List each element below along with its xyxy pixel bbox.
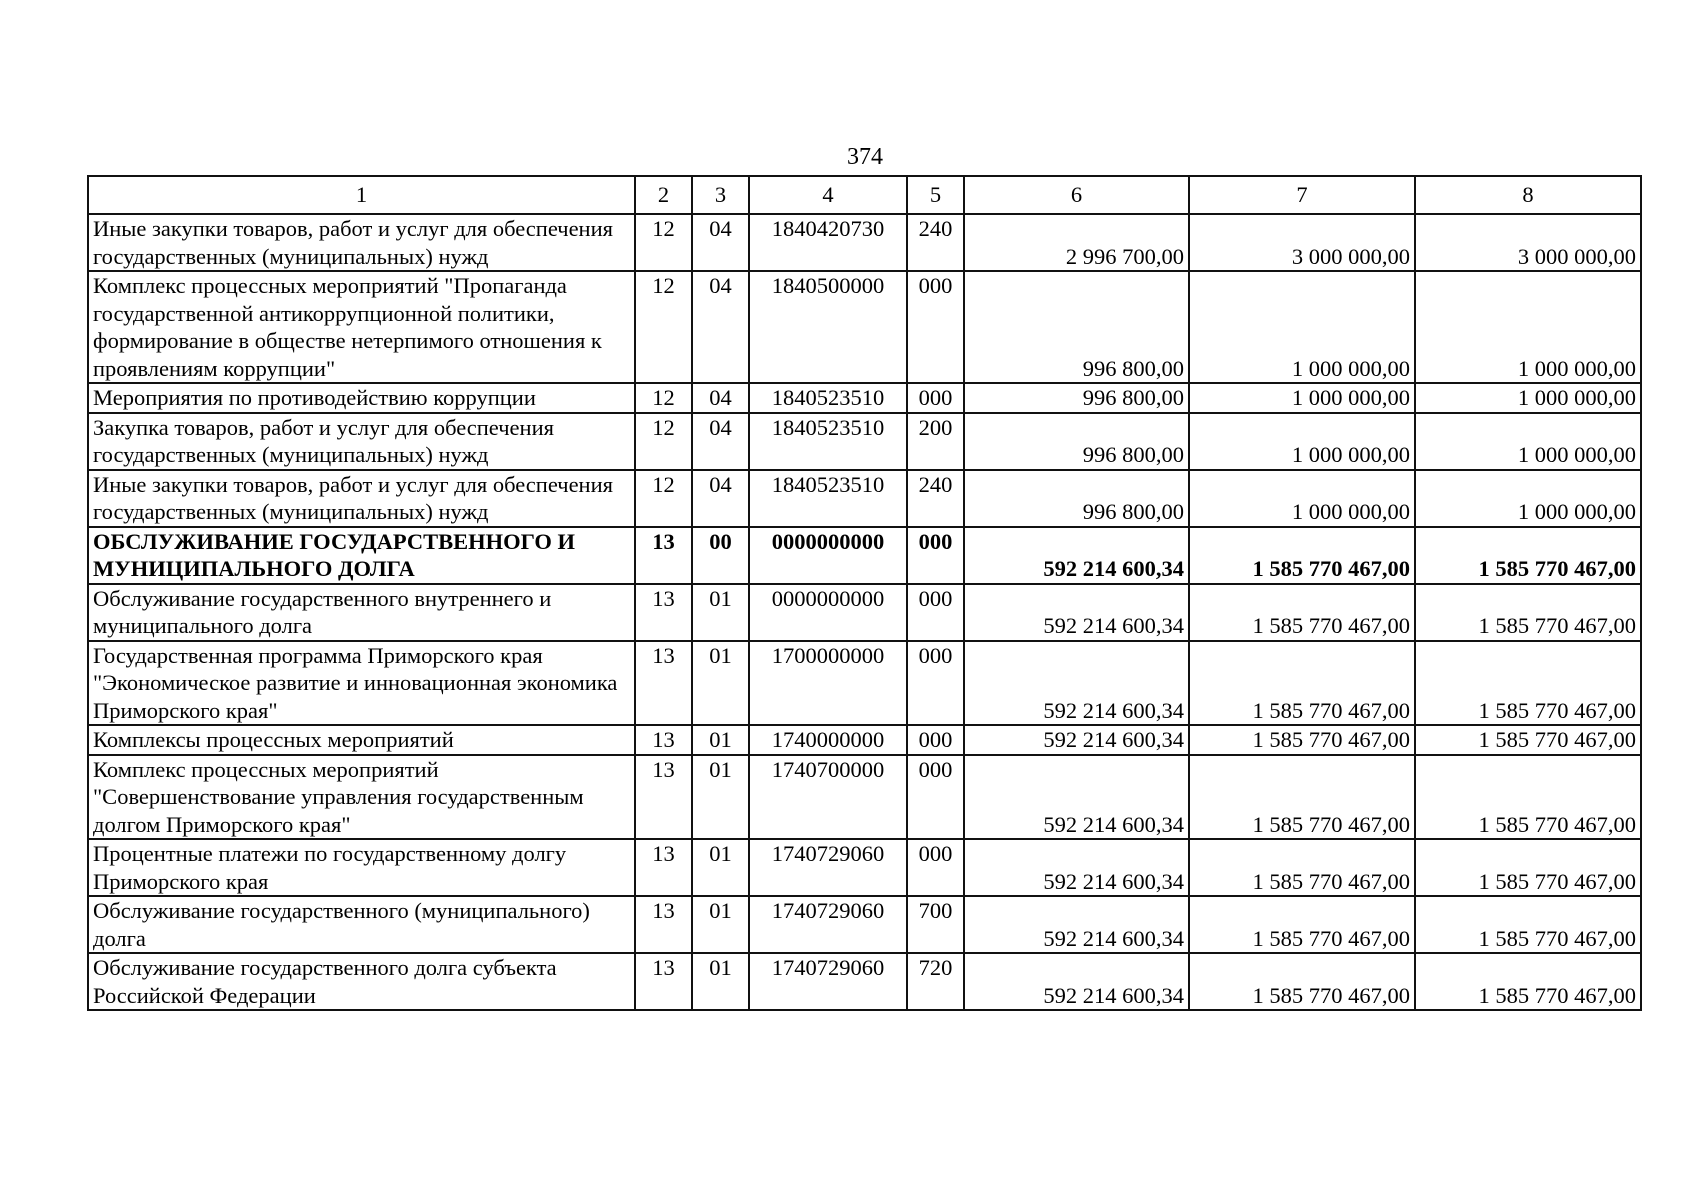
row-section-cell: 13: [635, 641, 692, 726]
row-name-cell: Обслуживание государственного внутреннего и муниципального долга: [88, 584, 635, 641]
row-expense-type-cell: 720: [907, 953, 964, 1010]
row-amount-year1-cell: 996 800,00: [964, 470, 1189, 527]
row-name-cell: Обслуживание государственного (муниципального) долга: [88, 896, 635, 953]
row-section-cell: 13: [635, 953, 692, 1010]
row-amount-year3-cell: 1 585 770 467,00: [1415, 527, 1641, 584]
row-name-cell: Обслуживание государственного долга субъекта Российской Федерации: [88, 953, 635, 1010]
row-name-cell: Комплекс процессных мероприятий "Совершенствование управления государственным долгом Приморского края": [88, 755, 635, 840]
table-header-row: [88, 176, 1641, 214]
row-expense-type-cell: 000: [907, 839, 964, 896]
row-section-cell: 13: [635, 527, 692, 584]
row-amount-year1-cell: 996 800,00: [964, 413, 1189, 470]
table-row: [88, 839, 1641, 896]
header-col-1: 1: [88, 176, 635, 214]
row-target-article-cell: 1740729060: [749, 839, 907, 896]
table-row: [88, 271, 1641, 383]
row-amount-year2-cell: 1 585 770 467,00: [1189, 584, 1415, 641]
row-target-article-cell: 1740000000: [749, 725, 907, 755]
row-target-article-cell: 1840523510: [749, 470, 907, 527]
row-amount-year1-cell: 592 214 600,34: [964, 896, 1189, 953]
row-section-cell: 13: [635, 839, 692, 896]
row-target-article-cell: 0000000000: [749, 584, 907, 641]
row-target-article-cell: 1840523510: [749, 413, 907, 470]
row-name-cell: Иные закупки товаров, работ и услуг для обеспечения государственных (муниципальных) нужд: [88, 214, 635, 271]
table-row: [88, 953, 1641, 1010]
row-name-cell: Государственная программа Приморского края "Экономическое развитие и инновационная экономика Приморского края": [88, 641, 635, 726]
row-amount-year1-cell: 592 214 600,34: [964, 641, 1189, 726]
header-col-6: 6: [964, 176, 1189, 214]
row-expense-type-cell: 200: [907, 413, 964, 470]
row-name-cell: Мероприятия по противодействию коррупции: [88, 383, 635, 413]
row-amount-year2-cell: 1 585 770 467,00: [1189, 725, 1415, 755]
row-amount-year2-cell: 1 585 770 467,00: [1189, 755, 1415, 840]
row-amount-year3-cell: 1 000 000,00: [1415, 470, 1641, 527]
row-subsection-cell: 01: [692, 755, 749, 840]
row-expense-type-cell: 000: [907, 725, 964, 755]
row-amount-year2-cell: 1 000 000,00: [1189, 470, 1415, 527]
header-col-2: 2: [635, 176, 692, 214]
table-row: [88, 725, 1641, 755]
row-expense-type-cell: 240: [907, 214, 964, 271]
table-row: [88, 470, 1641, 527]
row-amount-year3-cell: 1 000 000,00: [1415, 271, 1641, 383]
row-amount-year1-cell: 592 214 600,34: [964, 527, 1189, 584]
row-amount-year1-cell: 592 214 600,34: [964, 725, 1189, 755]
row-name-cell: Процентные платежи по государственному долгу Приморского края: [88, 839, 635, 896]
row-expense-type-cell: 000: [907, 641, 964, 726]
row-expense-type-cell: 700: [907, 896, 964, 953]
row-amount-year2-cell: 1 000 000,00: [1189, 413, 1415, 470]
row-section-cell: 12: [635, 383, 692, 413]
row-subsection-cell: 01: [692, 641, 749, 726]
row-expense-type-cell: 000: [907, 271, 964, 383]
header-col-5: 5: [907, 176, 964, 214]
header-col-8: 8: [1415, 176, 1641, 214]
row-section-cell: 12: [635, 271, 692, 383]
row-amount-year1-cell: 592 214 600,34: [964, 953, 1189, 1010]
row-amount-year3-cell: 1 585 770 467,00: [1415, 953, 1641, 1010]
row-subsection-cell: 04: [692, 271, 749, 383]
row-amount-year3-cell: 1 000 000,00: [1415, 383, 1641, 413]
budget-table: [87, 175, 1642, 1011]
page-number: 374: [847, 144, 883, 170]
row-expense-type-cell: 000: [907, 755, 964, 840]
row-amount-year1-cell: 996 800,00: [964, 383, 1189, 413]
row-subsection-cell: 01: [692, 839, 749, 896]
row-target-article-cell: 1840523510: [749, 383, 907, 413]
row-amount-year2-cell: 1 000 000,00: [1189, 271, 1415, 383]
table-row: [88, 214, 1641, 271]
row-name-cell: Закупка товаров, работ и услуг для обеспечения государственных (муниципальных) нужд: [88, 413, 635, 470]
row-section-cell: 13: [635, 896, 692, 953]
row-amount-year2-cell: 1 585 770 467,00: [1189, 527, 1415, 584]
row-name-cell: ОБСЛУЖИВАНИЕ ГОСУДАРСТВЕННОГО И МУНИЦИПАЛЬНОГО ДОЛГА: [88, 527, 635, 584]
row-amount-year3-cell: 1 585 770 467,00: [1415, 641, 1641, 726]
row-name-cell: Иные закупки товаров, работ и услуг для обеспечения государственных (муниципальных) нужд: [88, 470, 635, 527]
row-section-cell: 13: [635, 584, 692, 641]
row-name-cell: Комплексы процессных мероприятий: [88, 725, 635, 755]
row-section-cell: 12: [635, 214, 692, 271]
row-subsection-cell: 04: [692, 470, 749, 527]
row-amount-year2-cell: 1 585 770 467,00: [1189, 839, 1415, 896]
row-amount-year1-cell: 592 214 600,34: [964, 584, 1189, 641]
header-col-3: 3: [692, 176, 749, 214]
table-row: [88, 641, 1641, 726]
row-amount-year2-cell: 3 000 000,00: [1189, 214, 1415, 271]
row-amount-year1-cell: 592 214 600,34: [964, 839, 1189, 896]
table-row: [88, 755, 1641, 840]
row-subsection-cell: 04: [692, 214, 749, 271]
row-amount-year3-cell: 1 585 770 467,00: [1415, 839, 1641, 896]
row-amount-year3-cell: 1 585 770 467,00: [1415, 725, 1641, 755]
row-target-article-cell: 1840500000: [749, 271, 907, 383]
row-subsection-cell: 04: [692, 413, 749, 470]
row-amount-year3-cell: 1 585 770 467,00: [1415, 584, 1641, 641]
row-section-cell: 13: [635, 725, 692, 755]
row-amount-year3-cell: 1 585 770 467,00: [1415, 755, 1641, 840]
row-subsection-cell: 00: [692, 527, 749, 584]
table-row: [88, 527, 1641, 584]
row-name-cell: Комплекс процессных мероприятий "Пропаганда государственной антикоррупционной политики, формирование в обществе нетерпимого отношения к проявлениям коррупции": [88, 271, 635, 383]
row-target-article-cell: 1740729060: [749, 896, 907, 953]
row-target-article-cell: 1700000000: [749, 641, 907, 726]
row-subsection-cell: 01: [692, 896, 749, 953]
row-expense-type-cell: 000: [907, 527, 964, 584]
row-expense-type-cell: 000: [907, 383, 964, 413]
row-target-article-cell: 1740729060: [749, 953, 907, 1010]
table-row: [88, 383, 1641, 413]
row-subsection-cell: 01: [692, 953, 749, 1010]
row-amount-year2-cell: 1 585 770 467,00: [1189, 641, 1415, 726]
header-col-4: 4: [749, 176, 907, 214]
row-amount-year1-cell: 996 800,00: [964, 271, 1189, 383]
table-row: [88, 584, 1641, 641]
row-section-cell: 13: [635, 755, 692, 840]
row-section-cell: 12: [635, 470, 692, 527]
row-subsection-cell: 01: [692, 725, 749, 755]
row-target-article-cell: 1840420730: [749, 214, 907, 271]
row-target-article-cell: 1740700000: [749, 755, 907, 840]
row-target-article-cell: 0000000000: [749, 527, 907, 584]
row-amount-year2-cell: 1 000 000,00: [1189, 383, 1415, 413]
row-amount-year2-cell: 1 585 770 467,00: [1189, 896, 1415, 953]
header-col-7: 7: [1189, 176, 1415, 214]
row-amount-year3-cell: 1 000 000,00: [1415, 413, 1641, 470]
row-section-cell: 12: [635, 413, 692, 470]
table-row: [88, 413, 1641, 470]
row-amount-year1-cell: 2 996 700,00: [964, 214, 1189, 271]
row-subsection-cell: 01: [692, 584, 749, 641]
row-subsection-cell: 04: [692, 383, 749, 413]
row-amount-year2-cell: 1 585 770 467,00: [1189, 953, 1415, 1010]
row-amount-year3-cell: 1 585 770 467,00: [1415, 896, 1641, 953]
row-expense-type-cell: 000: [907, 584, 964, 641]
row-expense-type-cell: 240: [907, 470, 964, 527]
table-row: [88, 896, 1641, 953]
row-amount-year1-cell: 592 214 600,34: [964, 755, 1189, 840]
row-amount-year3-cell: 3 000 000,00: [1415, 214, 1641, 271]
